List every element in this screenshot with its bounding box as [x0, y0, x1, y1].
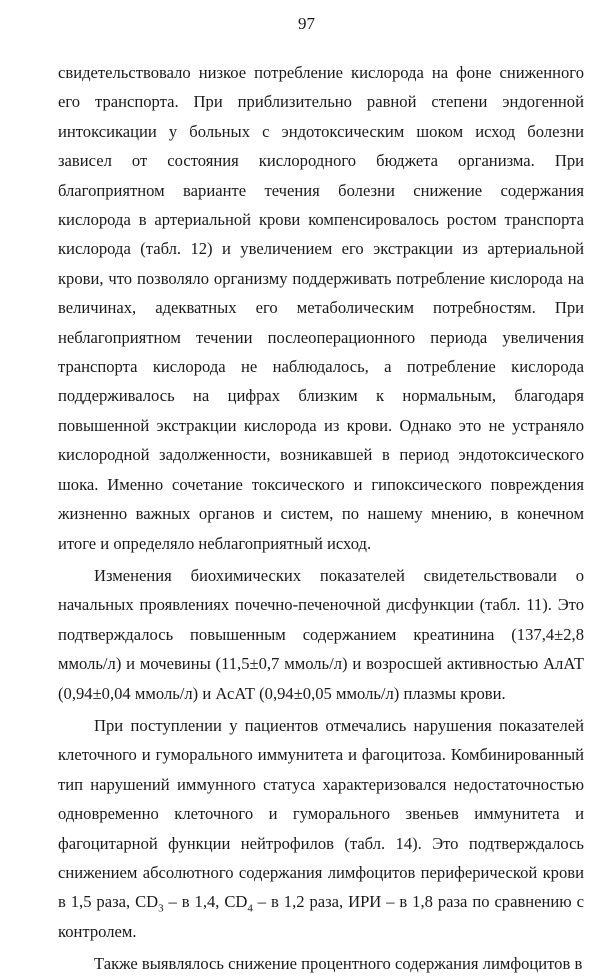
- paragraph-immunity: [58, 711, 584, 946]
- paragraph-oxygen-budget: свидетельствовало низкое потребление кислорода на фоне сниженного его транспорта. При приблизительно равной степени эндогенной интоксикации у больных с эндотоксическим шоком исход болезни зависел от состояния кислородного бюджета организма. При благоприятном варианте течения болезни снижение содержания кислорода в артериальной крови компенсировалось ростом транспорта кислорода (табл. 12) и увеличением его экстракции из артериальной крови, что позволяло организму поддерживать потребление кислорода на величинах, адекватных его метаболическим потребностям. При неблагоприятном течении послеоперационного периода увеличения транспорта кислорода не наблюдалось, а потребление кислорода поддерживалось на цифрах близким к нормальным, благодаря повышенной экстракции кислорода из крови. Однако это не устраняло кислородной задолженности, возникавшей в период эндотоксического шока. Именно сочетание токсического и гипоксического повреждения жизненно важных органов и систем, по нашему мнению, в конечном итоге и определяло неблагоприятный исход.: [58, 63, 584, 553]
- page-number: 97: [298, 14, 315, 33]
- immunity-text-main: При поступлении у пациентов отмечались нарушения показателей клеточного и гуморального иммунитета и фагоцитоза. Комбинированный тип нарушений иммунного статуса характеризовался недостаточностью одновременно клеточного и гуморального звеньев иммунитета и фагоцитарной функции нейтрофилов (табл. 14). Это подтверждалось снижением абсолютного содержания лимфоцитов периферической крови в 1,5 раза, CD: [58, 715, 584, 912]
- paragraph-biochemistry: Изменения биохимических показателей свидетельствовали о начальных проявлениях почечно-печеночной дисфункции (табл. 11). Это подтверждалось повышенным содержанием креатинина (137,4±2,8 ммоль/л) и мочевины (11,5±0,7 ммоль/л) и возросшей активностью АлАТ (0,94±0,04 ммоль/л) и АсАТ (0,94±0,05 ммоль/л) плазмы крови.: [58, 565, 584, 703]
- paragraph-lymphocytes: Также выявлялось снижение процентного содержания лимфоцитов в: [94, 954, 583, 974]
- cd4-subscript: 4: [247, 902, 253, 915]
- document-body: [58, 58, 584, 979]
- immunity-text-end: – в 1,2 раза, ИРИ – в 1,8 раза по сравнению с контролем.: [58, 892, 584, 941]
- cd3-subscript: 3: [158, 902, 164, 915]
- immunity-text-mid: – в 1,4, CD: [163, 892, 248, 912]
